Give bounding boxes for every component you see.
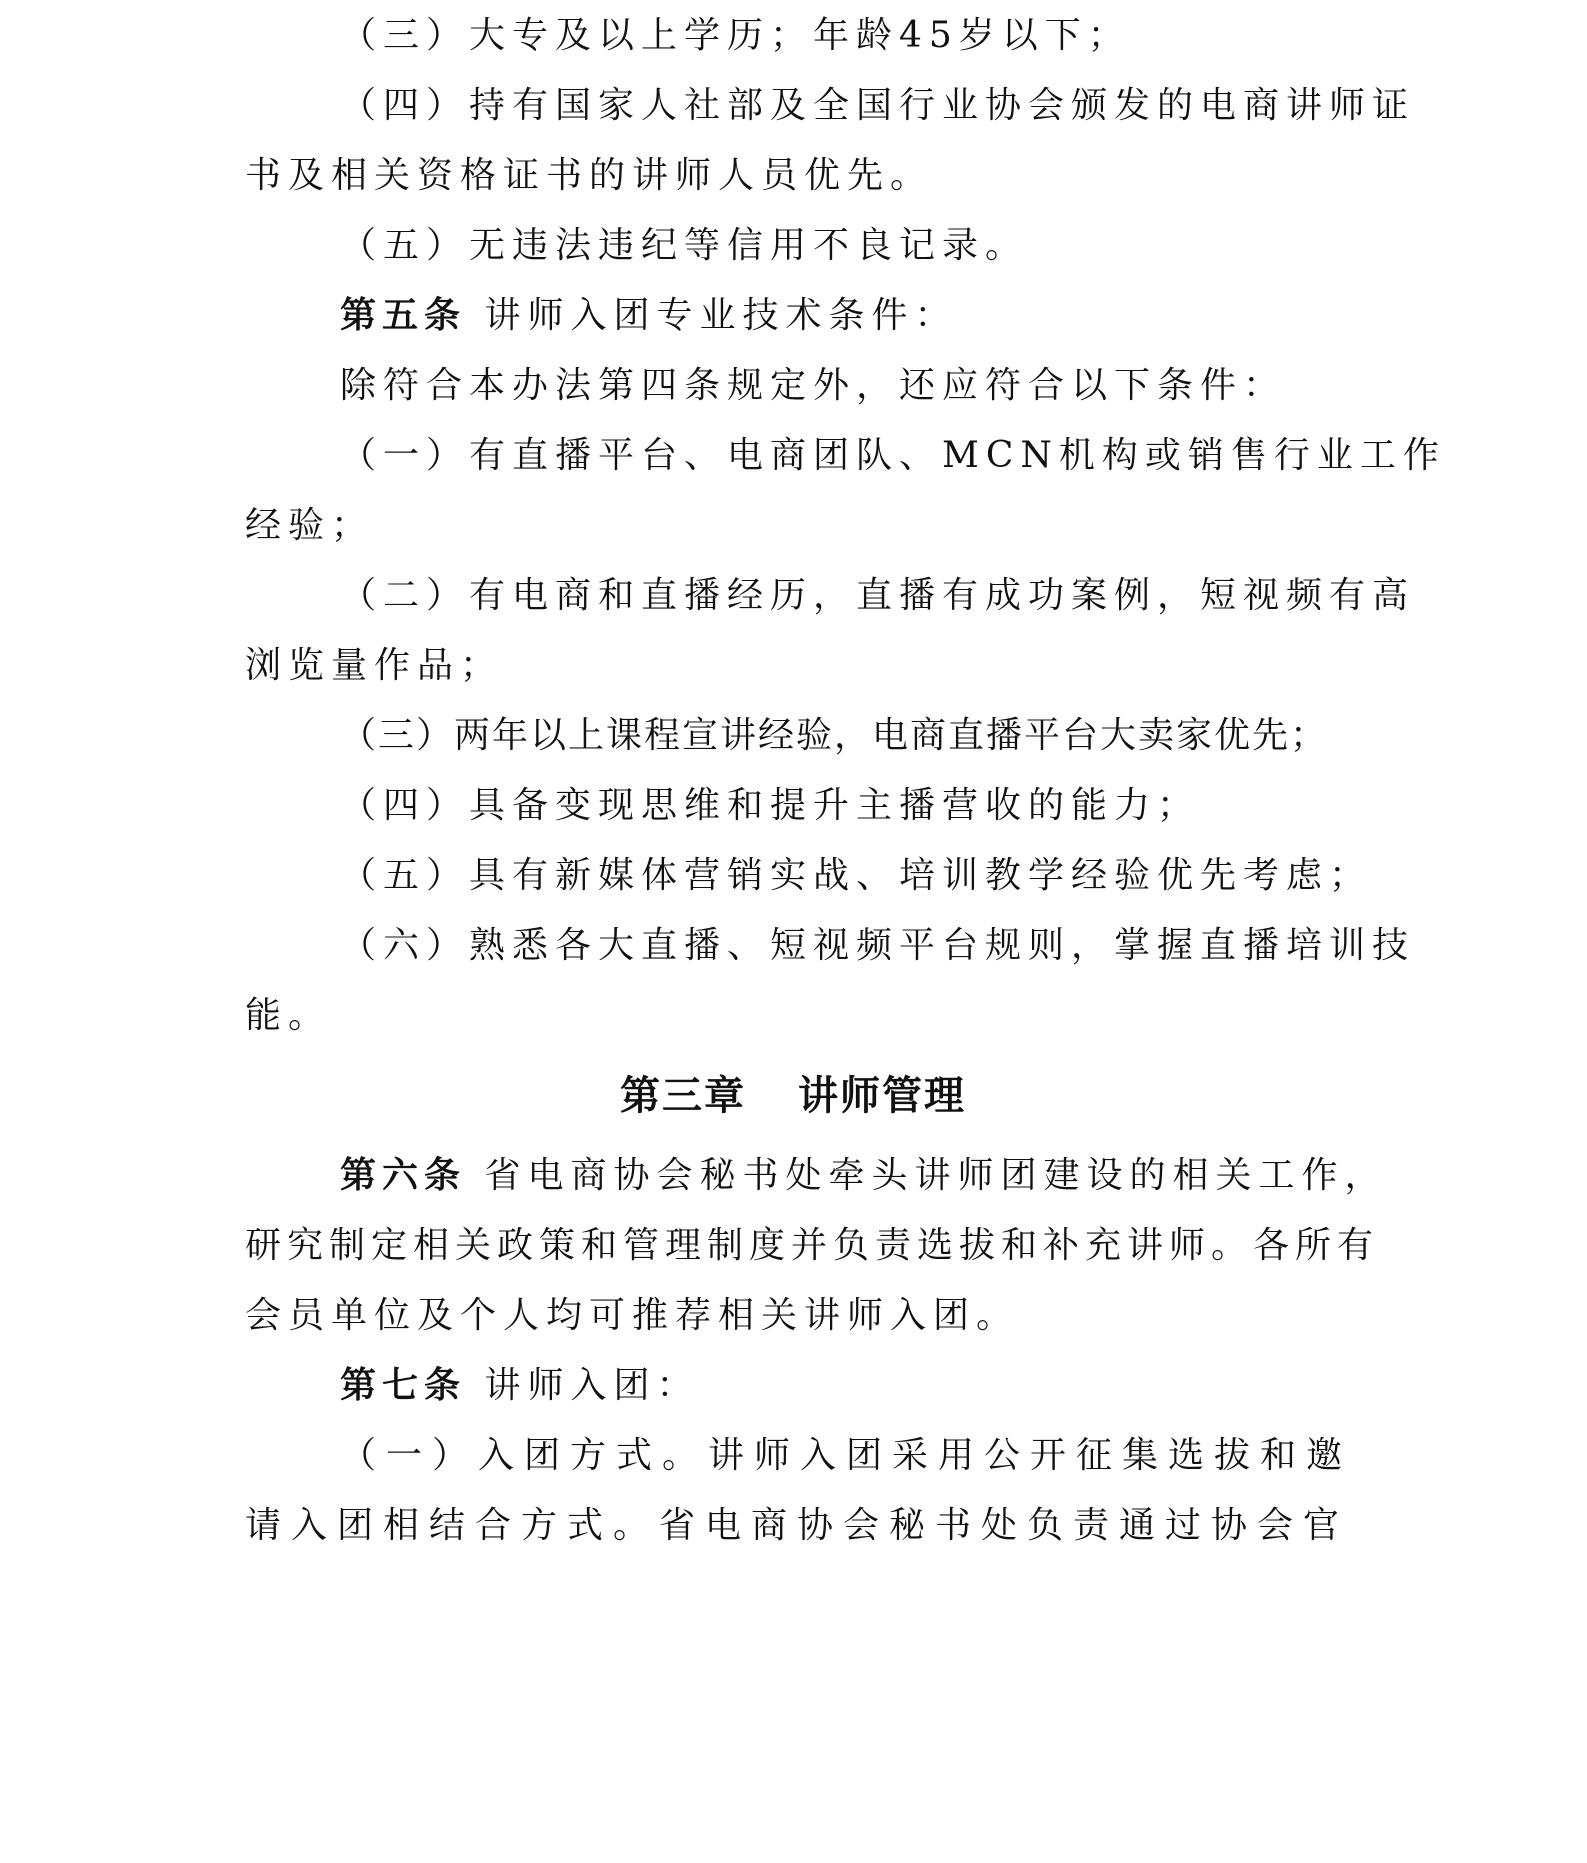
paragraph-line: （二）有电商和直播经历，直播有成功案例，短视频有高	[340, 575, 1416, 616]
paragraph-line: （一）入团方式。讲师入团采用公开征集选拔和邀	[340, 1435, 1353, 1476]
article-5-heading: 第五条	[340, 295, 467, 336]
paragraph-line: 研究制定相关政策和管理制度并负责选拔和补充讲师。各所有	[245, 1225, 1380, 1266]
paragraph-line: （四）持有国家人社部及全国行业协会颁发的电商讲师证	[340, 85, 1416, 126]
paragraph-line: （五）具有新媒体营销实战、培训教学经验优先考虑；	[340, 855, 1373, 896]
paragraph-line: （六）熟悉各大直播、短视频平台规则，掌握直播培训技	[340, 925, 1416, 966]
paragraph-line: 请入团相结合方式。省电商协会秘书处负责通过协会官	[245, 1505, 1350, 1546]
paragraph-line: （四）具备变现思维和提升主播营收的能力；	[340, 785, 1201, 826]
article-6-text: 省电商协会秘书处牵头讲师团建设的相关工作，	[484, 1155, 1388, 1196]
article-7-line	[340, 1364, 699, 1408]
article-5-line	[340, 294, 957, 338]
chapter-title: 讲师管理	[798, 1073, 966, 1119]
article-5-text: 讲师入团专业技术条件：	[484, 295, 958, 336]
article-6-line	[340, 1154, 1387, 1198]
chapter-heading	[620, 1072, 966, 1120]
paragraph-line: 会员单位及个人均可推荐相关讲师入团。	[245, 1295, 1020, 1336]
paragraph-line: （五）无违法违纪等信用不良记录。	[340, 225, 1029, 266]
paragraph-line: 经验；	[245, 505, 375, 546]
chapter-number: 第三章	[620, 1073, 746, 1119]
article-7-heading: 第七条	[340, 1365, 467, 1406]
article-6-heading: 第六条	[340, 1155, 467, 1196]
paragraph-line: （三）两年以上课程宣讲经验，电商直播平台大卖家优先；	[340, 715, 1329, 756]
paragraph-line: 除符合本办法第四条规定外，还应符合以下条件：	[340, 365, 1287, 406]
article-7-text: 讲师入团：	[484, 1365, 700, 1406]
paragraph-line: （一）有直播平台、电商团队、MCN机构或销售行业工作	[340, 435, 1446, 476]
paragraph-line: 能。	[245, 995, 332, 1036]
paragraph-line: 书及相关资格证书的讲师人员优先。	[245, 155, 934, 196]
paragraph-line: 浏览量作品；	[245, 645, 504, 686]
paragraph-line: （三）大专及以上学历；年龄45岁以下；	[340, 15, 1131, 56]
